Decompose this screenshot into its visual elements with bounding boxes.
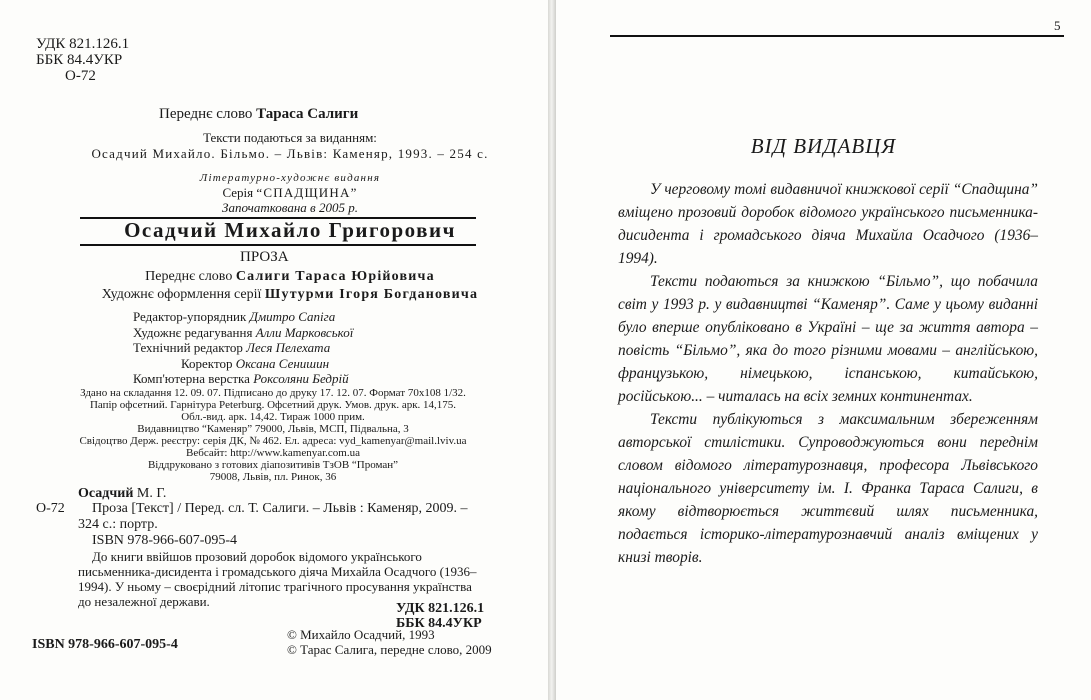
copyright-author: © Михайло Осадчий, 1993 [287,627,435,642]
udk-block [36,36,129,84]
design-credit [40,287,540,303]
title-rule-bottom [80,244,476,246]
catalog-bbk: ББК 84.4УКР [396,616,482,631]
imprint-line: Свідоцтво Держ. реєстру: серія ДК, № 462. Ел. адреса: vyd_kamenyar@mail.lviv.ua [79,435,467,447]
catalog-udk: УДК 821.126.1 [396,601,485,616]
series-name: “СПАДЩИНА” [256,185,358,200]
credit-row [133,356,353,372]
design-credit-prefix: Художнє оформлення серії [101,287,262,302]
catalog-line-1: Проза [Текст] / Перед. сл. Т. Салиги. – Львів : Каменяр, 2009. – [92,501,468,516]
credit-role: Редактор-упорядник [133,309,247,324]
header-rule [610,35,1064,37]
credit-role: Художнє редагування [133,324,253,340]
book-gutter [548,0,556,700]
catalog-author-surname: Осадчий [78,486,134,501]
genre-label: Літературно-художнє видання [199,172,381,184]
imprint-line: Видавництво “Каменяр” 79000, Львів, МСП, Підвальна, 3 [137,423,409,435]
note-paragraph: Тексти публікуються з максимальним збереженням авторської стилістики. Супроводжуються вони переднім словом відомого літературознавця, професора Львівського національного університету ім. І. Франка Тараса Салиги, в якому відтворюється життєвий шлях письменника, подається історико-літературознавчий аналіз вміщених у книзі творів. [618,411,1038,566]
credit-name: Дмитро Сапіга [249,309,336,324]
copyright-block [287,627,492,657]
page-number: 5 [1054,18,1061,33]
section-heading: ВІД ВИДАВЦЯ [750,134,897,158]
catalog-isbn: ISBN 978-966-607-095-4 [92,533,238,548]
author-full-name: Осадчий Михайло Григорович [124,218,456,242]
foreword-line [159,106,358,123]
publisher-note-text [618,178,1038,569]
foreword-credit-prefix: Переднє слово [145,269,233,284]
catalog-code: О-72 [36,501,65,516]
annotation-line: До книги ввійшов прозовий доробок відомого українського [92,549,422,564]
credit-row [133,371,353,387]
foreword-credit-name: Салиги Тараса Юрійовича [235,269,435,284]
annotation-line: 1994). У ньому – своєрідний літопис трагічного просування українства [78,579,472,594]
right-page-publisher-note [556,0,1091,700]
design-credit-name: Шутурми Ігоря Богдановича [264,287,479,302]
catalog-line-2: 324 с.: портр. [78,517,158,532]
foreword-name: Тараса Салиги [256,106,359,122]
series-started: Започаткована в 2005 р. [222,200,358,215]
imprint-line: Обл.-вид. арк. 14,42. Тираж 1000 прим. [181,411,365,423]
credit-name: Алли Марковської [255,324,354,340]
credit-role: Комп'ютерна верстка [133,371,250,386]
bbk-code: ББК 84.4УКР [36,52,123,68]
credit-role: Коректор [181,355,233,371]
annotation-line: письменника-дисидента і громадського діяча Михайла Осадчого (1936– [78,564,477,579]
imprint-line: Вебсайт: http://www.kamenyar.com.ua [186,447,360,459]
author-sign-code: О-72 [65,68,96,84]
foreword-credit [40,269,540,285]
source-edition: Осадчий Михайло. Більмо. – Львів: Каменяр, 1993. – 254 с. [91,146,489,161]
imprint-line: Папір офсетний. Гарнітура Peterburg. Офсетний друк. Умов. друк. арк. 14,175. [89,399,457,411]
credit-role: Технічний редактор [133,340,243,355]
credit-name: Оксана Сенишин [235,355,330,371]
imprint-line: 79008, Львів, пл. Ринок, 36 [209,471,337,483]
copyright-foreword: © Тарас Салига, передне слово, 2009 [287,642,492,657]
annotation-line: до незалежної держави. [78,594,210,609]
note-paragraph: У черговому томі видавничої книжкової серії “Спадщина” вміщено прозовий доробок відомого українського письменника-дисидента і громадського діяча Михайла Осадчого (1936–1994). [618,181,1038,267]
credit-name: Роксоляни Бедрій [253,371,349,386]
series-line [40,185,540,201]
credit-row [133,309,353,325]
foreword-prefix: Переднє слово [159,106,253,122]
series-prefix: Серія [222,185,254,200]
catalog-author-initials: М. Г. [133,486,167,501]
udk-code: УДК 821.126.1 [36,36,130,52]
note-paragraph: Тексти подаються за книжкою “Більмо”, що побачила світ у 1993 р. у видавництві “Каменяр”. Саме у цьому виданні було вперше опубліковано в Україні – ще за життя автора – повість “Більмо”, яка до того різними мовами – англійською, французькою, німецькою, іспанською, китайською, російською... – читалась на всіх земних континентах. [618,273,1038,405]
catalog-author [78,486,166,502]
credits-list [133,309,353,387]
print-imprint [20,387,526,483]
genre-kind: ПРОЗА [240,249,289,265]
credit-row [133,325,353,341]
imprint-line: Здано на складання 12. 09. 07. Підписано до друку 17. 12. 07. Формат 70х108 1/32. [80,387,466,399]
imprint-line: Віддруковано з готових діапозитивів ТзОВ “Проман” [147,459,399,471]
credit-row [133,340,353,356]
catalog-annotation [92,549,422,564]
texts-by-label: Тексти подаються за виданням: [203,130,377,145]
isbn-bottom: ISBN 978-966-607-095-4 [32,637,178,652]
credit-name: Леся Пелехата [246,340,331,355]
